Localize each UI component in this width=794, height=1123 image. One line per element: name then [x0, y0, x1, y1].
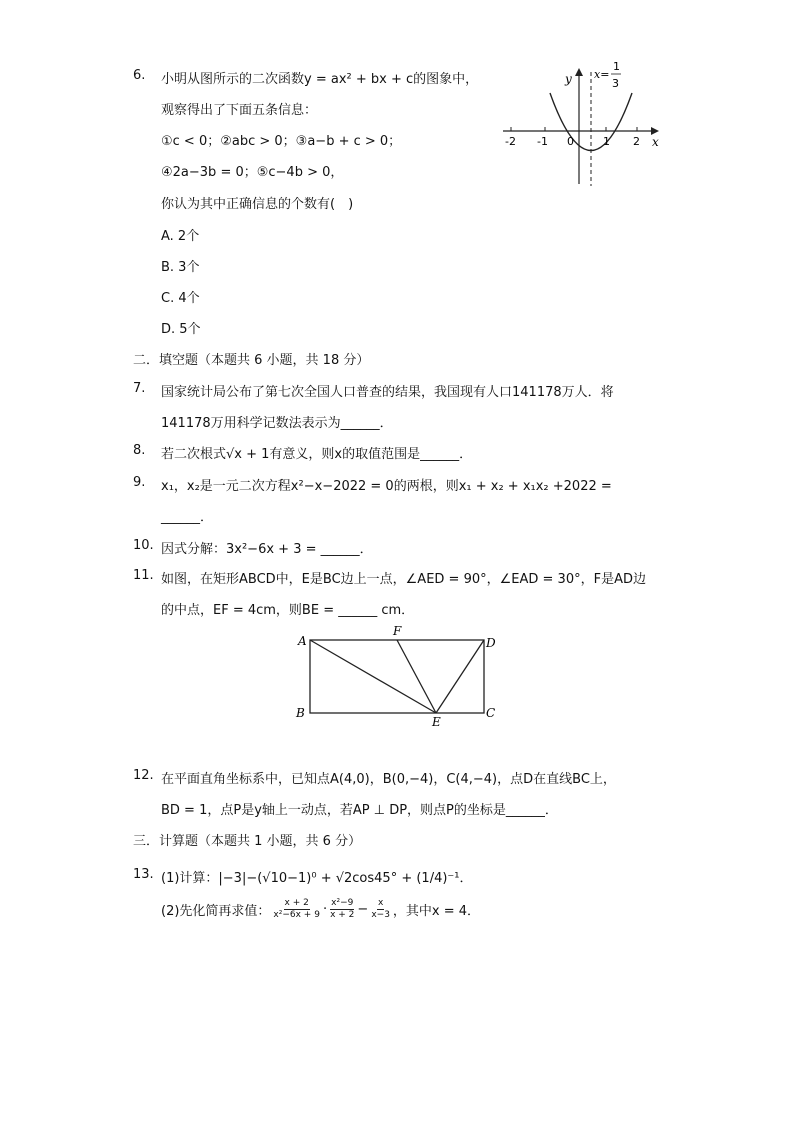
fraction-1-numerator: x + 2 [284, 898, 309, 908]
segment-de [436, 640, 484, 713]
axis-fraction-denominator: 3 [612, 77, 619, 90]
rectangle-abcd [310, 640, 484, 713]
q13-part-2 [161, 898, 480, 921]
y-axis-label: y [565, 72, 572, 86]
fraction-3-denominator: x−3 [371, 910, 390, 920]
q6-option-d: D. 5个 [161, 322, 201, 337]
q12-number: 12. [133, 768, 154, 783]
q9-line-2: ______． [161, 510, 214, 525]
section-2-heading: 二．填空题（本题共 6 小题，共 18 分） [133, 353, 370, 368]
label-a: A [298, 634, 307, 648]
q6-line-2: 观察得出了下面五条信息： [161, 103, 318, 118]
q6-line-1: 小明从图所示的二次函数y = ax² + bx + c的图象中， [161, 72, 479, 87]
label-b: B [296, 706, 305, 720]
q6-option-b: B. 3个 [161, 260, 200, 275]
minus-sign: − [357, 902, 369, 917]
q13-number: 13. [133, 867, 154, 882]
x-axis-arrow [651, 127, 659, 135]
q6-option-c: C. 4个 [161, 291, 200, 306]
tick-label: 2 [633, 135, 640, 148]
q10-number: 10. [133, 538, 154, 553]
q11-rectangle-figure [290, 622, 510, 732]
fraction-2-denominator: x + 2 [330, 910, 355, 920]
q9-number: 9. [133, 475, 146, 490]
tick-label: -1 [537, 135, 548, 148]
q6-line-3: ①c < 0；②abc > 0；③a−b + c > 0； [161, 134, 402, 149]
axis-line-label: x= [594, 68, 610, 81]
q6-line-4: ④2a−3b = 0；⑤c−4b > 0， [161, 165, 344, 180]
label-f: F [393, 624, 402, 638]
q11-line-2: 的中点，EF = 4cm，则BE = ______ cm． [161, 603, 415, 618]
fraction-2 [330, 898, 354, 921]
q9-line-1: x₁，x₂是一元二次方程x²−x−2022 = 0的两根，则x₁ + x₂ + x₁x₂ +2022 = [161, 479, 612, 494]
fraction-3-numerator: x [377, 898, 384, 908]
axis-fraction-numerator: 1 [613, 60, 620, 73]
q13-part-2-prefix: (2)先化简再求值： [161, 904, 271, 919]
label-d: D [486, 636, 496, 650]
x-axis-label: x [652, 135, 659, 149]
q8-number: 8. [133, 443, 146, 458]
q6-line-5: 你认为其中正确信息的个数有( ) [161, 197, 354, 212]
q7-line-2: 141178万用科学记数法表示为______． [161, 416, 393, 431]
fraction-1 [273, 898, 320, 921]
section-3-heading: 三．计算题（本题共 1 小题，共 6 分） [133, 834, 362, 849]
fraction-2-numerator: x²−9 [331, 898, 354, 908]
q11-number: 11. [133, 568, 154, 583]
tick-label: 1 [603, 135, 610, 148]
fraction-1-denominator: x²−6x + 9 [273, 910, 320, 920]
multiply-dot: · [322, 902, 328, 917]
q12-line-2: BD = 1，点P是y轴上一动点，若AP ⊥ DP，则点P的坐标是______． [161, 803, 558, 818]
q6-number: 6. [133, 68, 146, 83]
tick-label: -2 [505, 135, 516, 148]
q6-parabola-graph [495, 58, 670, 190]
q10-text: 因式分解：3x²−6x + 3 = ______． [161, 542, 373, 557]
q13-part-2-suffix: ，其中x = 4． [392, 904, 481, 919]
q7-number: 7. [133, 381, 146, 396]
q12-line-1: 在平面直角坐标系中，已知点A(4,0)，B(0,−4)，C(4,−4)，点D在直线BC上， [161, 772, 616, 787]
q11-line-1: 如图，在矩形ABCD中，E是BC边上一点，∠AED = 90°，∠EAD = 30°，F是AD边 [161, 572, 646, 587]
q8-text: 若二次根式√x + 1有意义，则x的取值范围是______． [161, 447, 473, 462]
q7-line-1: 国家统计局公布了第七次全国人口普查的结果，我国现有人口141178万人．将 [161, 385, 614, 400]
q13-part-1: (1)计算：|−3|−(√10−1)⁰ + √2cos45° + (1/4)⁻¹． [161, 871, 473, 886]
tick-label: 0 [567, 135, 574, 148]
fraction-3 [371, 898, 390, 921]
y-axis-arrow [575, 68, 583, 76]
label-e: E [432, 715, 441, 729]
q6-option-a: A. 2个 [161, 229, 200, 244]
label-c: C [486, 706, 496, 720]
